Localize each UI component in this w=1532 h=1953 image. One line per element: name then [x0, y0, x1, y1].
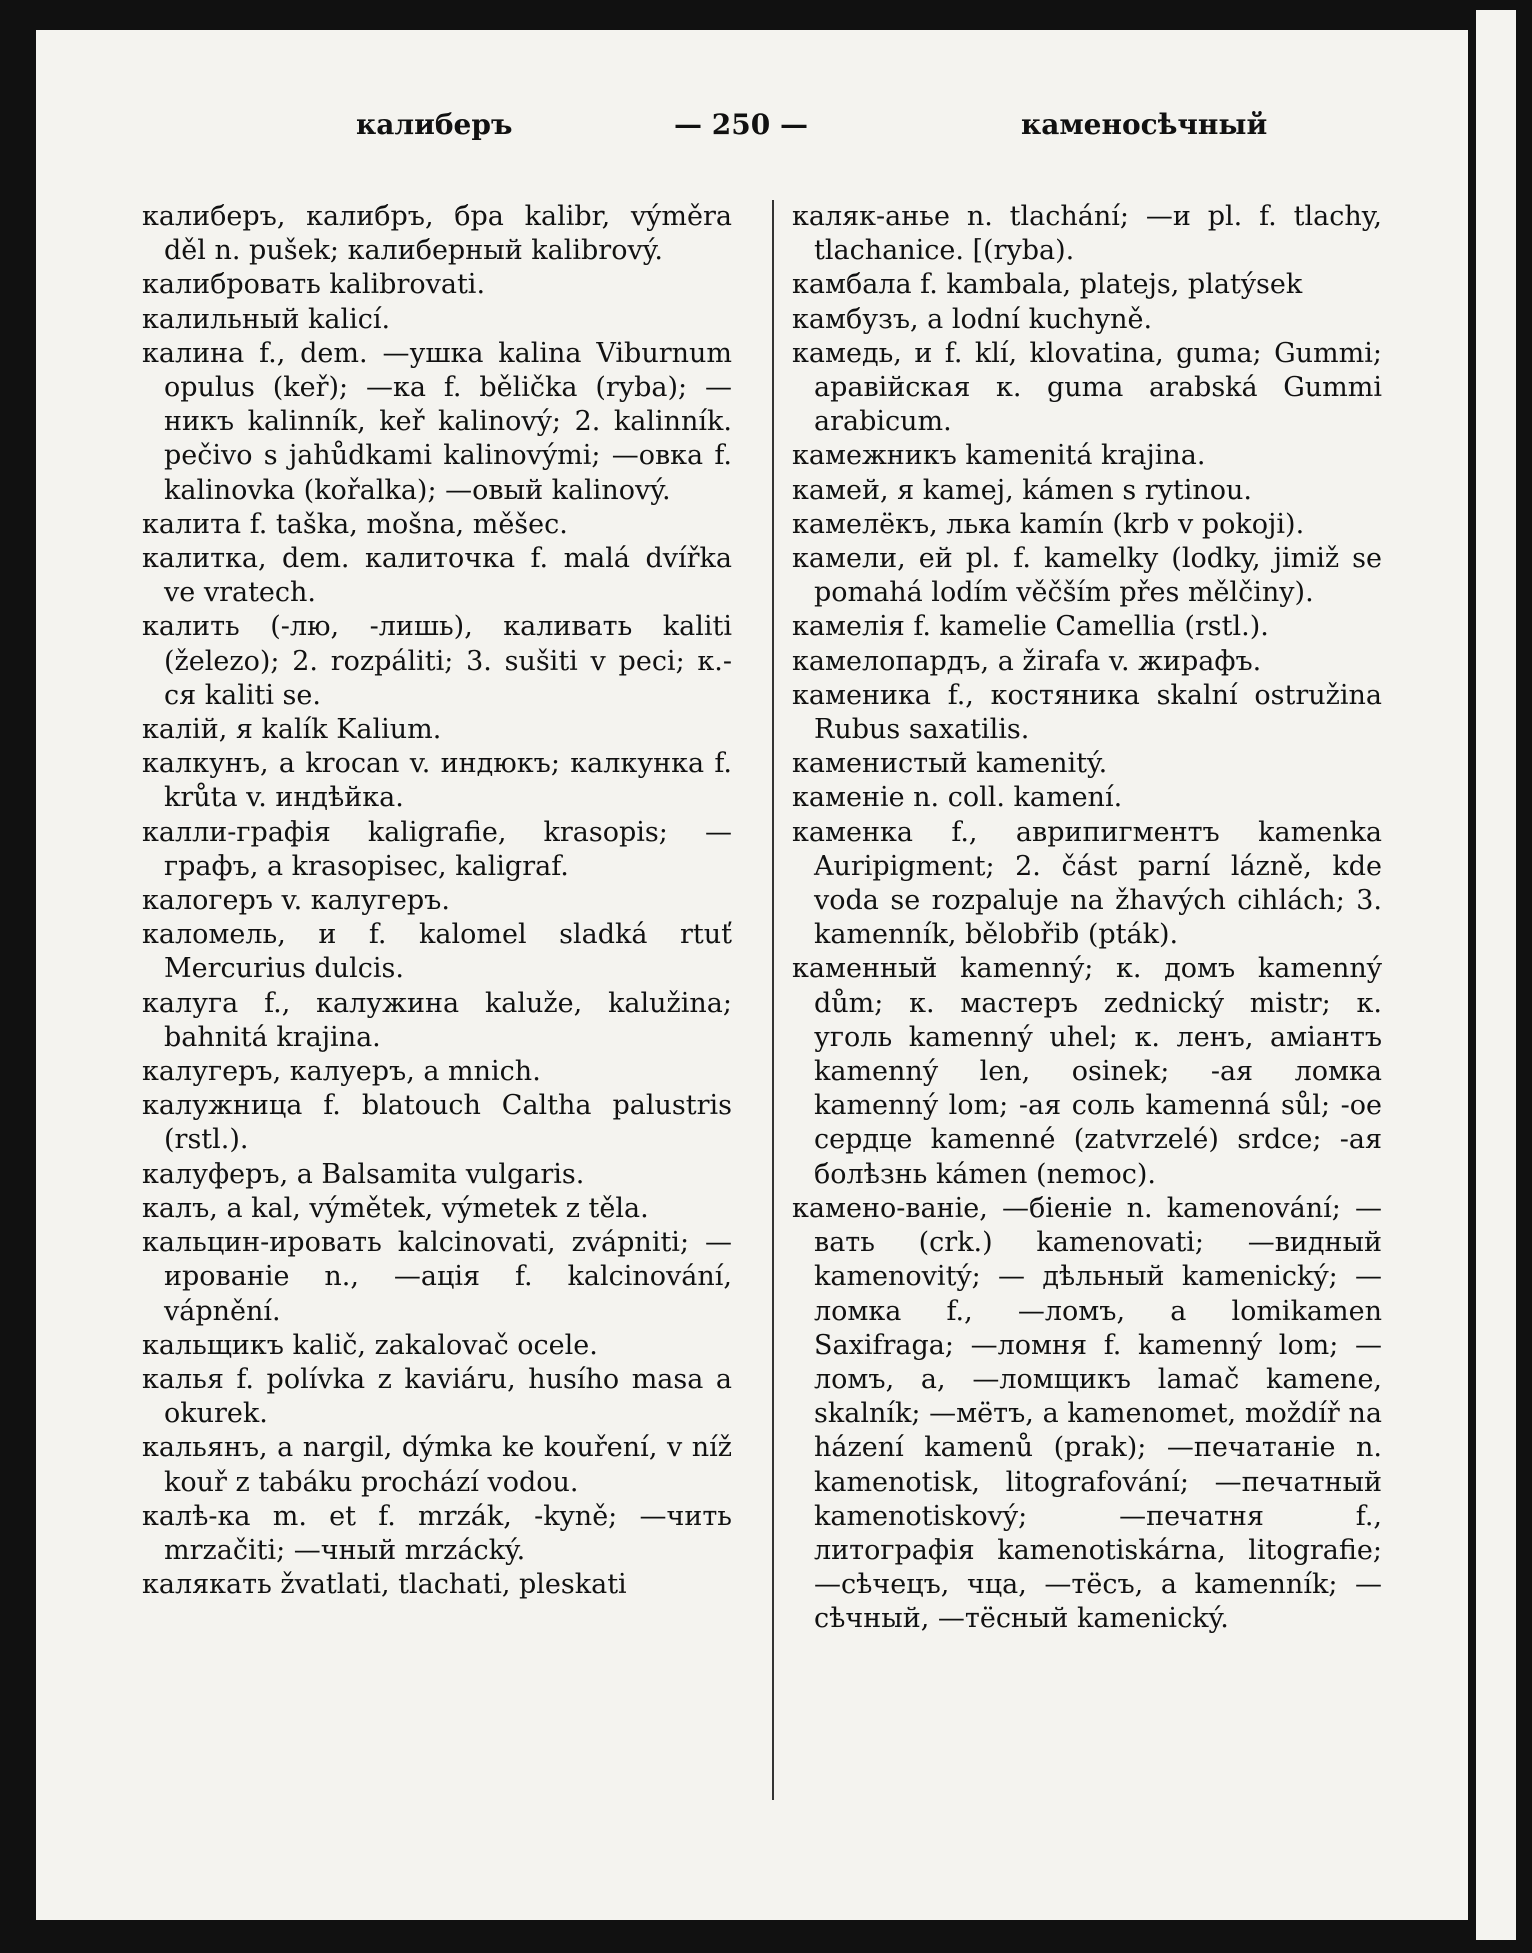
dictionary-entry: камелёкъ, лька kamín (krb v pokoji). [792, 508, 1305, 540]
dictionary-entry: камели, ей pl. f. kamelky (lodky, jimiž se pomahá lodím věčším přes mělčiny). [792, 543, 1382, 609]
left-column [142, 200, 732, 1602]
dictionary-entry: камелія f. kamelie Camellia (rstl.). [792, 611, 1269, 643]
dictionary-entry: калѣ-ка m. et f. mrzák, -kyně; —чить mrzačiti; —чный mrzácký. [142, 1500, 732, 1566]
column-divider [772, 200, 774, 1800]
dictionary-entry: каменика f., костяника skalní ostružina Rubus saxatilis. [792, 679, 1382, 746]
dictionary-entry: камено-ваніе, —біеніе n. kamenování; —вать (crk.) kamenovati; —видный kamenovitý; — дѣльный kamenický; —ломка f., —ломъ, а lomikamen Saxifraga; —ломня f. kamenný lom; —ломъ, а, —ломщикъ lamač kamene, skalník; —мётъ, а kamenomet, moždíř na házení kamenů (prak); —печатаніе n. kamenotisk, litografování; —печатный kamenotiskový; —печатня f., литографія kamenotiskárna, litografie; —сѣчецъ, чца, —тёсъ, а kamenník; —сѣчный, —тёсный kamenický. [792, 1192, 1382, 1635]
dictionary-entry: камедь, и f. klí, klovatina, guma; Gummi; аравійская к. guma arabská Gummi arabicum. [792, 337, 1382, 438]
right-column [792, 200, 1382, 1637]
dictionary-entry: каломель, и f. kalomel sladká rtuť Mercurius dulcis. [142, 919, 732, 985]
dictionary-entry: калья f. polívka z kaviáru, husího masa a okurek. [142, 1363, 732, 1430]
dictionary-entry: кальщикъ kalič, zakalovač ocele. [142, 1329, 598, 1361]
dictionary-entry: калильный kalicí. [142, 303, 391, 335]
dictionary-entry: камбала f. kambala, platejs, platýsek [792, 269, 1303, 301]
page-header [36, 108, 1468, 164]
dictionary-entry: каменка f., аврипигментъ kamenka Auripigment; 2. část parní lázně, kde voda se rozpaluje na žhavých cihlách; 3. kamenník, bělobřib (pták). [792, 816, 1382, 951]
dictionary-entry: калугеръ, калуеръ, а mnich. [142, 1056, 541, 1088]
dictionary-entry: калъ, а kal, výmětek, výmetek z těla. [142, 1192, 649, 1224]
dictionary-entry: калужница f. blatouch Caltha palustris (rstl.). [142, 1090, 732, 1156]
dictionary-entry: калуферъ, а Balsamita vulgaris. [142, 1158, 585, 1190]
dictionary-entry: калибровать kalibrovati. [142, 269, 486, 301]
dictionary-entry: калиберъ, калибръ, бра kalibr, výměra děl n. pušek; калиберный kalibrový. [142, 201, 732, 267]
dictionary-entry: камелопардъ, а žirafa v. жирафъ. [792, 645, 1262, 677]
dictionary-entry: калій, я kalík Kalium. [142, 714, 442, 746]
dictionary-entry: калли-графія kaligrafie, krasopis; —графъ, а krasopisec, kaligraf. [142, 816, 732, 882]
adjacent-page-edge [1476, 10, 1516, 1940]
dictionary-entry: камей, я kamej, kámen s rytinou. [792, 474, 1253, 506]
dictionary-entry: кальцин-ировать kalcinovati, zvápniti; —ированіе n., —ація f. kalcinování, vápnění. [142, 1227, 732, 1327]
page-number: — 250 — [674, 108, 808, 141]
dictionary-entry: калина f., dem. —ушка kalina Viburnum opulus (keř); —ка f. bělička (ryba); —никъ kalinník, keř kalinový; 2. kalinník. pečivo s jahůdkami kalinovými; —овка f. kalinovka (kořalka); —овый kalinový. [142, 337, 732, 506]
dictionary-entry: каменіе n. coll. kamení. [792, 782, 1123, 814]
dictionary-entry: каменистый kamenitý. [792, 748, 1108, 780]
dictionary-entry: каменный kamenný; к. домъ kamenný dům; к. мастеръ zednický mistr; к. уголь kamenný uhel; к. ленъ, амiантъ kamenný len, osinek; -ая ломка kamenný lom; -ая соль kamenná sůl; -ое сердце kamenné (zatvrzelé) srdce; -ая болѣзнь kámen (nemoc). [792, 953, 1382, 1190]
dictionary-entry: калякать žvatlati, tlachati, pleskati [142, 1569, 627, 1601]
dictionary-entry: калкунъ, а krocan v. индюкъ; калкунка f. krůta v. индѣйка. [142, 748, 732, 814]
left-guide-word: калиберъ [356, 108, 513, 141]
dictionary-entry: кальянъ, а nargil, dýmka ke kouření, v níž kouř z tabáku prochází vodou. [142, 1432, 732, 1498]
dictionary-entry: камбузъ, а lodní kuchyně. [792, 303, 1153, 335]
right-guide-word: каменосѣчный [1021, 108, 1268, 141]
dictionary-entry: калитка, dem. калиточка f. malá dvířka ve vratech. [142, 543, 732, 609]
dictionary-entry: калита f. taška, mošna, měšec. [142, 508, 568, 540]
dictionary-entry: камежникъ kamenitá krajina. [792, 440, 1206, 472]
dictionary-entry: калить (-лю, -лишь), каливать kaliti (železo); 2. rozpáliti; 3. sušiti v peci; к.-ся kaliti se. [142, 611, 732, 711]
dictionary-page [36, 30, 1468, 1920]
dictionary-entry: калогеръ v. калугеръ. [142, 885, 450, 917]
dictionary-entry: калуга f., калужина kaluže, kalužina; bahnitá krajina. [142, 987, 732, 1053]
dictionary-entry: каляк-анье n. tlachání; —и pl. f. tlachy, tlachanice. [(ryba). [792, 201, 1382, 267]
